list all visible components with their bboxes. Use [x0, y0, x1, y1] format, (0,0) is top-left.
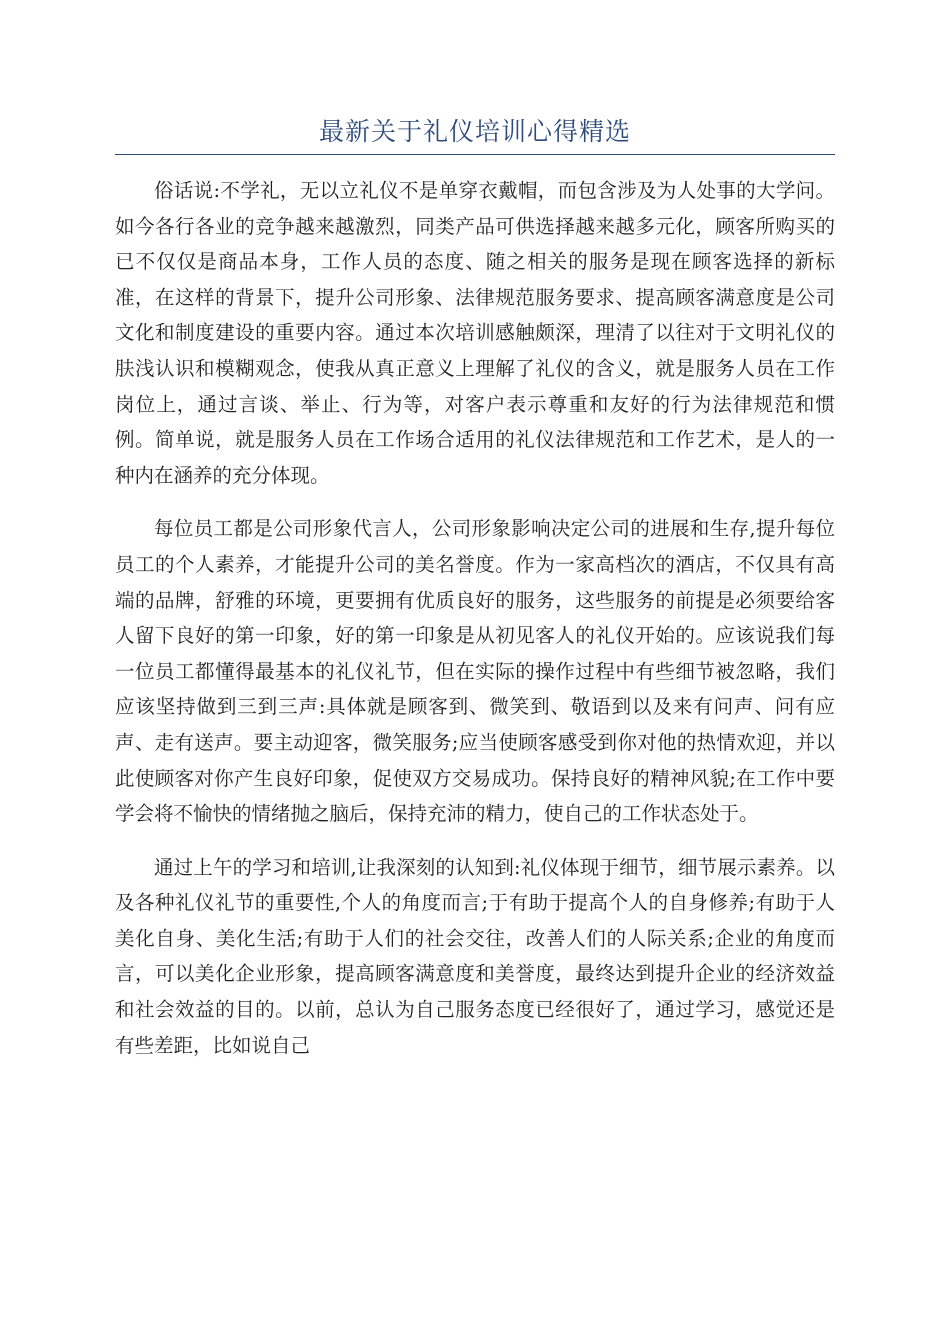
paragraph-2: 每位员工都是公司形象代言人，公司形象影响决定公司的进展和生存,提升每位员工的个人素养，才能提升公司的美名誉度。作为一家高档次的酒店，不仅具有高端的品牌，舒雅的环境，更要拥有优质良好的服务，这些服务的前提是必须要给客人留下良好的第一印象，好的第一印象是从初见客人的礼仪开始的。应该说我们每一位员工都懂得最基本的礼仪礼节，但在实际的操作过程中有些细节被忽略，我们应该坚持做到三到三声:具体就是顾客到、微笑到、敬语到以及来有问声、问有应声、走有送声。要主动迎客，微笑服务;应当使顾客感受到你对他的热情欢迎，并以此使顾客对你产生良好印象，促使双方交易成功。保持良好的精神风貌;在工作中要学会将不愉快的情绪抛之脑后，保持充沛的精力，使自己的工作状态处于。	[115, 517, 835, 826]
title-underline	[115, 154, 835, 155]
document-body	[115, 173, 835, 1081]
paragraph-3: 通过上午的学习和培训,让我深刻的认知到:礼仪体现于细节，细节展示素养。以及各种礼仪礼节的重要性,个人的角度而言;于有助于提高个人的自身修养;有助于人美化自身、美化生活;有助于人们的社会交往，改善人们的人际关系;企业的角度而言，可以美化企业形象，提高顾客满意度和美誉度，最终达到提升企业的经济效益和社会效益的目的。以前，总认为自己服务态度已经很好了，通过学习，感觉还是有些差距，比如说自己	[115, 855, 835, 1057]
title-block	[115, 112, 835, 156]
document-title: 最新关于礼仪培训心得精选	[318, 117, 631, 146]
paragraph-1: 俗话说:不学礼，无以立礼仪不是单穿衣戴帽，而包含涉及为人处事的大学问。如今各行各业的竞争越来越激烈，同类产品可供选择越来越多元化，顾客所购买的已不仅仅是商品本身，工作人员的态度、随之相关的服务是现在顾客选择的新标准，在这样的背景下，提升公司形象、法律规范服务要求、提高顾客满意度是公司文化和制度建设的重要内容。通过本次培训感触颇深，理清了以往对于文明礼仪的肤浅认识和模糊观念，使我从真正意义上理解了礼仪的含义，就是服务人员在工作岗位上，通过言谈、举止、行为等，对客户表示尊重和友好的行为法律规范和惯例。简单说，就是服务人员在工作场合适用的礼仪法律规范和工作艺术，是人的一种内在涵养的充分体现。	[115, 179, 835, 487]
